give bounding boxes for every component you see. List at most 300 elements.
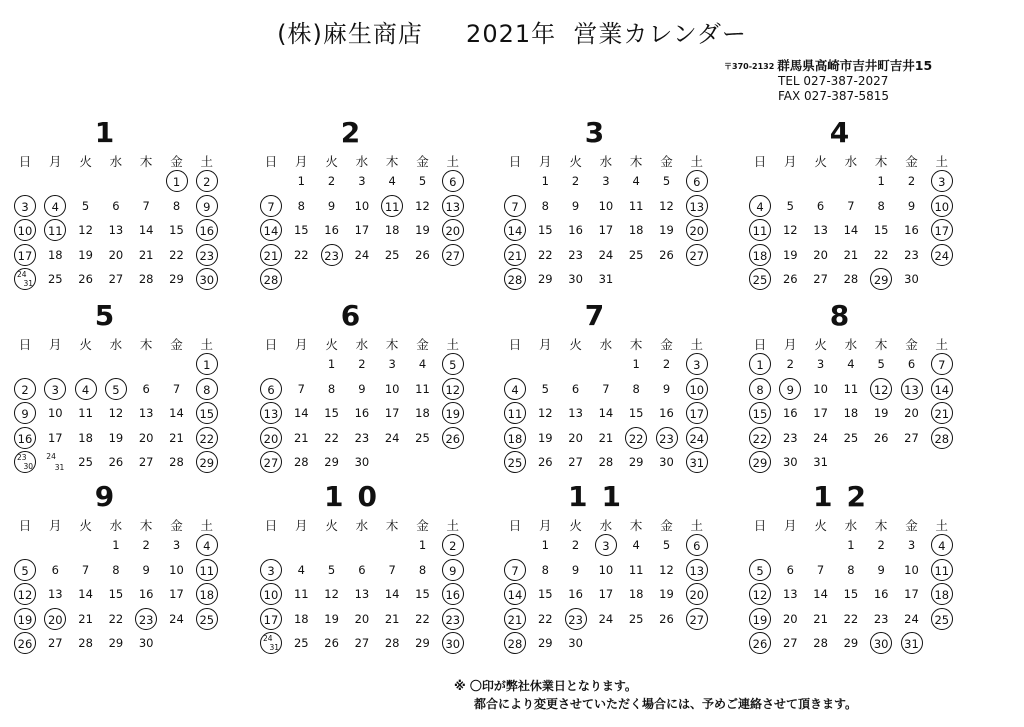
calendar-day: 30 bbox=[782, 455, 798, 469]
holiday-day: 14 bbox=[931, 378, 953, 400]
calendar-day: 27 bbox=[138, 455, 154, 469]
calendar-day: 15 bbox=[324, 406, 339, 420]
month-number: 3 bbox=[584, 116, 619, 149]
holiday-day: 8 bbox=[196, 378, 218, 400]
calendar-day: 22 bbox=[415, 611, 430, 626]
weekday-header: 金 bbox=[170, 518, 183, 533]
calendar-day: 22 bbox=[169, 247, 184, 262]
calendar-day: 13 bbox=[47, 587, 63, 601]
holiday-day: 10 bbox=[14, 219, 36, 241]
calendar-day: 19 bbox=[415, 223, 430, 237]
day-number-secondary: 31 bbox=[23, 279, 33, 288]
calendar-day: 23 bbox=[354, 430, 370, 445]
weekday-header: 水 bbox=[355, 337, 369, 352]
calendar-day: 29 bbox=[843, 636, 859, 650]
calendar-day: 21 bbox=[78, 611, 93, 626]
holiday-day: 9 bbox=[779, 378, 801, 400]
calendar-day: 5 bbox=[327, 562, 336, 577]
calendar-day: 24 bbox=[354, 247, 370, 262]
calendar-day: 22 bbox=[537, 247, 553, 262]
weekday-header: 土 bbox=[446, 337, 460, 352]
calendar-day: 16 bbox=[904, 223, 919, 237]
calendar-day: 5 bbox=[662, 538, 671, 552]
holiday-day: 2 bbox=[442, 534, 464, 556]
calendar-day: 1 bbox=[327, 357, 336, 371]
calendar-day: 12 bbox=[324, 587, 339, 601]
holiday-day: 15 bbox=[196, 402, 218, 424]
holiday-day: 25 bbox=[504, 451, 526, 473]
holiday-day: 23 bbox=[442, 608, 464, 630]
calendar-day: 1 bbox=[418, 538, 427, 552]
holiday-day: 21 bbox=[504, 608, 526, 630]
weekday-header: 日 bbox=[508, 154, 522, 169]
calendar-day: 23 bbox=[904, 247, 919, 262]
holiday-day: 22 bbox=[749, 427, 771, 449]
calendar-day: 15 bbox=[843, 587, 859, 601]
calendar-day: 27 bbox=[813, 272, 828, 286]
calendar-day: 21 bbox=[813, 611, 828, 626]
calendar-day: 2 bbox=[571, 174, 580, 188]
calendar-day: 4 bbox=[632, 538, 640, 552]
calendar-day: 2 bbox=[142, 538, 150, 552]
weekday-header: 日 bbox=[264, 518, 278, 533]
calendar-day: 19 bbox=[537, 430, 553, 445]
holiday-day: 29 bbox=[870, 268, 892, 290]
weekday-header: 金 bbox=[905, 518, 918, 533]
calendar-day: 21 bbox=[293, 430, 309, 445]
weekday-header: 月 bbox=[295, 154, 308, 169]
weekday-header: 水 bbox=[109, 518, 123, 533]
calendar-day: 26 bbox=[324, 636, 339, 650]
month-number: 12 bbox=[813, 480, 880, 513]
weekday-header: 木 bbox=[139, 518, 153, 533]
calendar-day: 20 bbox=[904, 406, 919, 420]
calendar-day: 17 bbox=[169, 587, 184, 601]
calendar-day: 13 bbox=[782, 587, 798, 601]
calendar-day: 10 bbox=[598, 198, 614, 213]
holiday-day: 3 bbox=[686, 353, 708, 375]
calendar-day: 6 bbox=[786, 562, 794, 577]
calendar-day: 19 bbox=[78, 247, 93, 262]
holiday-day bbox=[14, 451, 36, 473]
weekday-header: 月 bbox=[784, 154, 797, 169]
weekday-header: 水 bbox=[844, 518, 858, 533]
weekday-header: 木 bbox=[629, 337, 643, 352]
calendar-day: 25 bbox=[628, 247, 644, 262]
calendar-day: 13 bbox=[568, 406, 583, 420]
holiday-day: 7 bbox=[931, 353, 953, 375]
holiday-day: 1 bbox=[166, 170, 188, 192]
calendar-day: 29 bbox=[415, 636, 430, 650]
calendar-day: 11 bbox=[293, 587, 309, 601]
month-number: 7 bbox=[584, 299, 619, 332]
holiday-day: 6 bbox=[686, 170, 708, 192]
weekday-header: 土 bbox=[690, 154, 704, 169]
weekday-header: 土 bbox=[690, 518, 704, 533]
calendar-day: 2 bbox=[571, 538, 580, 552]
holiday-day: 25 bbox=[931, 608, 953, 630]
calendar-day: 13 bbox=[813, 223, 828, 237]
weekday-header: 火 bbox=[79, 518, 92, 533]
calendar-day: 24 bbox=[813, 430, 828, 445]
weekday-header: 火 bbox=[325, 518, 338, 533]
weekday-header: 木 bbox=[629, 518, 643, 533]
calendar-day: 3 bbox=[358, 174, 366, 188]
year-title: 2021年 bbox=[466, 20, 557, 48]
calendar-day: 18 bbox=[47, 247, 63, 262]
calendar-day: 21 bbox=[169, 430, 184, 445]
holiday-day: 2 bbox=[14, 378, 36, 400]
holiday-day: 5 bbox=[14, 559, 36, 581]
weekday-header: 火 bbox=[79, 337, 92, 352]
weekday-header: 月 bbox=[784, 337, 797, 352]
holiday-day: 11 bbox=[44, 219, 66, 241]
calendar-day: 22 bbox=[324, 430, 339, 445]
calendar-day: 1 bbox=[541, 538, 549, 552]
calendar-day: 19 bbox=[659, 587, 674, 601]
weekday-header: 日 bbox=[18, 154, 32, 169]
calendar-day: 23 bbox=[568, 247, 583, 262]
holiday-day: 23 bbox=[321, 244, 343, 266]
calendar-day: 5 bbox=[877, 357, 885, 371]
holiday-day: 11 bbox=[381, 195, 403, 217]
calendar-day: 8 bbox=[327, 381, 336, 396]
holiday-day: 12 bbox=[870, 378, 892, 400]
holiday-day: 28 bbox=[504, 632, 526, 654]
calendar-day: 22 bbox=[843, 611, 859, 626]
holiday-day: 5 bbox=[442, 353, 464, 375]
holiday-day: 3 bbox=[260, 559, 282, 581]
calendar-day: 22 bbox=[873, 247, 889, 262]
weekday-header: 木 bbox=[139, 337, 153, 352]
weekday-header: 木 bbox=[139, 154, 153, 169]
calendar-day: 30 bbox=[138, 636, 154, 650]
holiday-day: 10 bbox=[931, 195, 953, 217]
calendar-day: 3 bbox=[816, 357, 825, 371]
calendar-day: 19 bbox=[873, 406, 889, 420]
calendar-day: 15 bbox=[293, 223, 309, 237]
day-number: 23 bbox=[17, 453, 27, 462]
holiday-day bbox=[14, 268, 36, 290]
holiday-day: 8 bbox=[749, 378, 771, 400]
calendar-day: 7 bbox=[602, 381, 610, 396]
calendar-day: 15 bbox=[628, 406, 644, 420]
holiday-day: 26 bbox=[14, 632, 36, 654]
calendar-day: 28 bbox=[293, 455, 309, 469]
calendar-day: 5 bbox=[81, 198, 90, 213]
calendar-name: 営業カレンダー bbox=[573, 20, 747, 48]
weekday-header: 水 bbox=[844, 337, 858, 352]
calendar-day: 3 bbox=[172, 538, 181, 552]
calendar-day: 5 bbox=[418, 174, 427, 188]
calendar-day: 28 bbox=[138, 272, 154, 286]
weekday-header: 日 bbox=[508, 518, 522, 533]
calendar-day: 3 bbox=[602, 174, 610, 188]
calendar-day: 7 bbox=[172, 381, 181, 396]
holiday-day: 27 bbox=[442, 244, 464, 266]
weekday-header: 金 bbox=[416, 154, 429, 169]
holiday-day: 24 bbox=[686, 427, 708, 449]
month-number: 11 bbox=[568, 480, 635, 513]
calendar-day: 18 bbox=[293, 611, 309, 626]
calendar-day: 21 bbox=[598, 430, 614, 445]
calendar-day: 27 bbox=[568, 455, 583, 469]
calendar-day: 23 bbox=[873, 611, 889, 626]
weekday-header: 日 bbox=[753, 518, 767, 533]
calendar-day: 17 bbox=[813, 406, 828, 420]
calendar-day: 22 bbox=[293, 247, 309, 262]
calendar-day: 28 bbox=[843, 272, 859, 286]
calendar-day: 15 bbox=[108, 587, 124, 601]
weekday-header: 水 bbox=[109, 337, 123, 352]
calendar-day: 8 bbox=[418, 562, 427, 577]
holiday-day: 19 bbox=[442, 402, 464, 424]
calendar-day: 17 bbox=[384, 406, 400, 420]
calendar-day: 1 bbox=[847, 538, 855, 552]
calendar-day: 20 bbox=[782, 611, 798, 626]
holiday-day: 22 bbox=[625, 427, 647, 449]
calendar-day: 10 bbox=[47, 406, 63, 420]
holiday-day: 13 bbox=[260, 402, 282, 424]
calendar-day: 2 bbox=[662, 357, 671, 371]
holiday-day: 10 bbox=[260, 583, 282, 605]
calendar-day: 24 bbox=[904, 611, 919, 626]
holiday-day: 13 bbox=[901, 378, 923, 400]
calendar-day: 15 bbox=[537, 587, 553, 601]
calendar-day: 30 bbox=[659, 455, 674, 469]
calendar-day: 17 bbox=[904, 587, 919, 601]
calendar-day: 20 bbox=[354, 611, 370, 626]
holiday-day: 3 bbox=[44, 378, 66, 400]
weekday-header: 金 bbox=[660, 337, 673, 352]
calendar-day: 19 bbox=[324, 611, 339, 626]
calendar-day: 28 bbox=[384, 636, 400, 650]
weekday-header: 金 bbox=[905, 154, 918, 169]
calendar-day: 25 bbox=[415, 430, 430, 445]
calendar-day: 2 bbox=[358, 357, 366, 371]
company-address bbox=[724, 58, 1004, 104]
holiday-day: 5 bbox=[749, 559, 771, 581]
holiday-day: 4 bbox=[504, 378, 526, 400]
calendar-day: 29 bbox=[537, 272, 553, 286]
holiday-day: 17 bbox=[686, 402, 708, 424]
holiday-day: 27 bbox=[686, 608, 708, 630]
calendar-day: 17 bbox=[598, 223, 614, 237]
weekday-header: 日 bbox=[753, 337, 767, 352]
weekday-header: 土 bbox=[935, 337, 949, 352]
holiday-day: 1 bbox=[749, 353, 771, 375]
calendar-day: 13 bbox=[108, 223, 124, 237]
holiday-day: 28 bbox=[260, 268, 282, 290]
month-number: 9 bbox=[94, 480, 129, 513]
weekday-header: 火 bbox=[325, 154, 338, 169]
weekday-header: 金 bbox=[170, 337, 183, 352]
holiday-day: 19 bbox=[749, 608, 771, 630]
calendar-day: 20 bbox=[813, 247, 828, 262]
holiday-day: 17 bbox=[931, 219, 953, 241]
calendar-day: 16 bbox=[138, 587, 154, 601]
weekday-header: 月 bbox=[539, 154, 552, 169]
calendar-day: 10 bbox=[904, 562, 919, 577]
calendar-day: 10 bbox=[354, 198, 370, 213]
holiday-day: 12 bbox=[749, 583, 771, 605]
weekday-header: 金 bbox=[660, 518, 673, 533]
month-number: 2 bbox=[340, 116, 375, 149]
weekday-header: 水 bbox=[844, 154, 858, 169]
weekday-header: 月 bbox=[784, 518, 797, 533]
calendar-day: 21 bbox=[138, 247, 154, 262]
calendar-day: 22 bbox=[108, 611, 124, 626]
calendar-day: 6 bbox=[907, 357, 916, 371]
weekday-header: 月 bbox=[539, 518, 552, 533]
calendar-day: 22 bbox=[537, 611, 553, 626]
holiday-day: 16 bbox=[196, 219, 218, 241]
calendar-day: 5 bbox=[541, 381, 549, 396]
calendar-day bbox=[44, 451, 66, 473]
calendar-day: 18 bbox=[384, 223, 400, 237]
holiday-day: 23 bbox=[196, 244, 218, 266]
calendar-day: 2 bbox=[786, 357, 794, 371]
calendar-day: 5 bbox=[786, 198, 794, 213]
calendar-day: 26 bbox=[108, 455, 124, 469]
footer-note bbox=[454, 677, 857, 713]
holiday-day: 27 bbox=[686, 244, 708, 266]
day-number: 24 bbox=[263, 634, 273, 643]
calendar-day: 19 bbox=[659, 223, 674, 237]
calendar-day: 8 bbox=[172, 198, 181, 213]
weekday-header: 水 bbox=[599, 518, 613, 533]
calendar-day: 21 bbox=[384, 611, 400, 626]
calendar-day: 2 bbox=[327, 174, 336, 188]
weekday-header: 日 bbox=[264, 337, 278, 352]
calendar-day: 30 bbox=[904, 272, 919, 286]
holiday-day: 29 bbox=[749, 451, 771, 473]
weekday-header: 水 bbox=[355, 518, 369, 533]
holiday-day: 3 bbox=[931, 170, 953, 192]
weekday-header: 日 bbox=[753, 154, 767, 169]
calendar-day: 6 bbox=[142, 381, 150, 396]
calendar-day: 9 bbox=[571, 562, 580, 577]
holiday-day: 26 bbox=[749, 632, 771, 654]
calendar-day: 30 bbox=[568, 636, 583, 650]
calendar-day: 4 bbox=[297, 562, 305, 577]
holiday-day: 1 bbox=[196, 353, 218, 375]
calendar-day: 15 bbox=[537, 223, 553, 237]
calendar-title bbox=[0, 14, 1024, 49]
calendar-day: 2 bbox=[907, 174, 916, 188]
calendar-day: 25 bbox=[47, 272, 63, 286]
weekday-header: 土 bbox=[935, 518, 949, 533]
calendar-day: 4 bbox=[847, 357, 855, 371]
holiday-day: 18 bbox=[196, 583, 218, 605]
holiday-day: 30 bbox=[442, 632, 464, 654]
calendar-day: 17 bbox=[47, 430, 63, 445]
calendar-day: 4 bbox=[388, 174, 396, 188]
note-line-1: ※ 〇印が弊社休業日となります。 bbox=[454, 679, 637, 693]
month-number: 5 bbox=[94, 299, 129, 332]
calendar-day: 11 bbox=[843, 381, 859, 396]
month-number: 10 bbox=[324, 480, 391, 513]
holiday-day: 28 bbox=[504, 268, 526, 290]
weekday-header: 土 bbox=[200, 154, 214, 169]
weekday-header: 木 bbox=[874, 518, 888, 533]
weekday-header: 月 bbox=[295, 518, 308, 533]
day-number-secondary: 31 bbox=[269, 643, 279, 652]
calendar-day: 11 bbox=[628, 198, 644, 213]
holiday-day: 10 bbox=[686, 378, 708, 400]
calendar-day: 14 bbox=[384, 587, 400, 601]
company-name: (株)麻生商店 bbox=[277, 20, 423, 48]
calendar-day: 28 bbox=[78, 636, 93, 650]
phone-number: TEL 027-387-2027 bbox=[778, 74, 889, 88]
holiday-day: 4 bbox=[931, 534, 953, 556]
holiday-day: 20 bbox=[686, 583, 708, 605]
calendar-day: 9 bbox=[907, 198, 916, 213]
calendar-day: 4 bbox=[418, 357, 427, 371]
weekday-header: 金 bbox=[905, 337, 918, 352]
holiday-day: 4 bbox=[196, 534, 218, 556]
holiday-day: 31 bbox=[686, 451, 708, 473]
holiday-day: 14 bbox=[504, 219, 526, 241]
calendar-day: 16 bbox=[782, 406, 798, 420]
calendar-day: 29 bbox=[169, 272, 184, 286]
calendar-day: 26 bbox=[537, 455, 553, 469]
holiday-day: 14 bbox=[504, 583, 526, 605]
calendar-day: 7 bbox=[142, 198, 150, 213]
holiday-day: 17 bbox=[260, 608, 282, 630]
calendar-day: 12 bbox=[78, 223, 93, 237]
holiday-day: 20 bbox=[44, 608, 66, 630]
holiday-day: 12 bbox=[442, 378, 464, 400]
calendar-day: 9 bbox=[571, 198, 580, 213]
calendar-day: 15 bbox=[873, 223, 889, 237]
calendar-day: 27 bbox=[782, 636, 798, 650]
calendar-day: 11 bbox=[628, 562, 644, 577]
holiday-day: 30 bbox=[196, 268, 218, 290]
holiday-day: 26 bbox=[442, 427, 464, 449]
weekday-header: 火 bbox=[814, 518, 827, 533]
weekday-header: 土 bbox=[200, 518, 214, 533]
holiday-day: 11 bbox=[749, 219, 771, 241]
calendar-day: 26 bbox=[782, 272, 798, 286]
calendar-day: 30 bbox=[354, 455, 370, 469]
calendar-day: 10 bbox=[813, 381, 828, 396]
calendar-day: 9 bbox=[327, 198, 336, 213]
calendar-day: 16 bbox=[568, 587, 583, 601]
calendar-day: 9 bbox=[358, 381, 366, 396]
calendar-day: 29 bbox=[628, 455, 644, 469]
holiday-day: 23 bbox=[565, 608, 587, 630]
calendar-day: 30 bbox=[568, 272, 583, 286]
holiday-day: 28 bbox=[931, 427, 953, 449]
month-number: 1 bbox=[94, 116, 129, 149]
holiday-day: 24 bbox=[931, 244, 953, 266]
calendar-day: 8 bbox=[632, 381, 640, 396]
weekday-header: 日 bbox=[508, 337, 522, 352]
calendar-day: 20 bbox=[138, 430, 154, 445]
calendar-day: 27 bbox=[904, 430, 919, 445]
calendar-day: 14 bbox=[78, 587, 93, 601]
note-line-2: 都合により変更させていただく場合には、予めご連絡させて頂きます。 bbox=[474, 697, 858, 711]
calendar-day: 12 bbox=[537, 406, 553, 420]
day-number: 24 bbox=[17, 270, 27, 279]
holiday-day: 3 bbox=[595, 534, 617, 556]
weekday-header: 金 bbox=[416, 337, 429, 352]
holiday-day: 6 bbox=[442, 170, 464, 192]
holiday-day: 3 bbox=[14, 195, 36, 217]
holiday-day: 20 bbox=[260, 427, 282, 449]
calendar-day: 16 bbox=[659, 406, 674, 420]
